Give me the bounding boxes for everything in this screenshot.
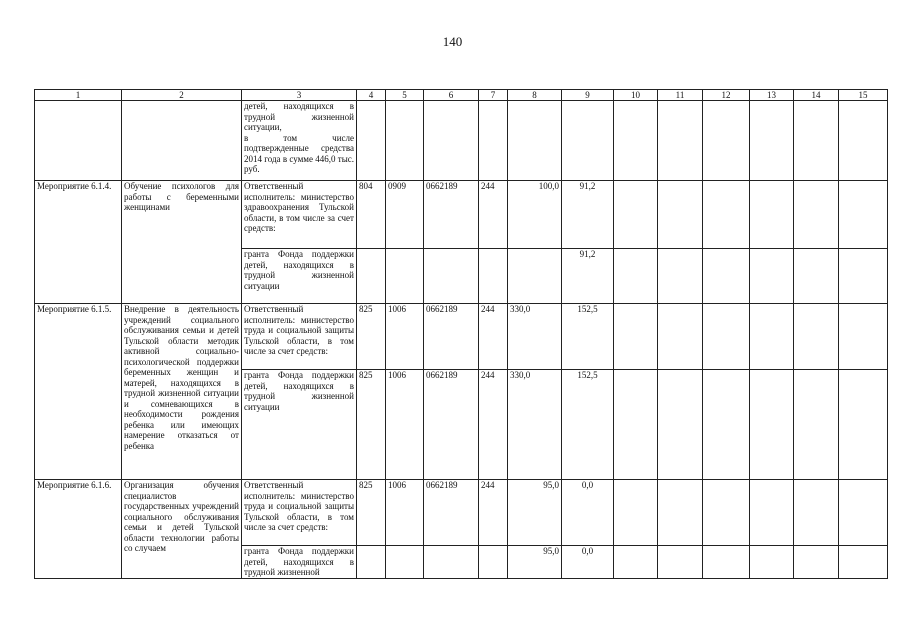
empty-cell [703, 101, 750, 181]
empty-cell [703, 181, 750, 249]
executor-cell: Ответственный исполнитель: министерство здравоохранения Тульской области, в том числе за счет средств: [242, 181, 357, 249]
value-cell: 152,5 [562, 370, 614, 480]
executor-cell: гранта Фонда поддержки детей, находящихся в трудной жизненной ситуации [242, 370, 357, 480]
value-cell [386, 546, 424, 579]
activity-cell [35, 101, 122, 181]
value-cell [562, 101, 614, 181]
empty-cell [703, 480, 750, 546]
value-cell: 91,2 [562, 181, 614, 249]
value-cell: 330,0 [508, 304, 562, 370]
executor-cell: гранта Фонда поддержки детей, находящихся в трудной жизненной [242, 546, 357, 579]
empty-cell [750, 249, 794, 304]
empty-cell [703, 546, 750, 579]
empty-cell [614, 181, 658, 249]
value-cell: 0662189 [424, 304, 479, 370]
value-cell [424, 101, 479, 181]
header-cell: 8 [508, 90, 562, 101]
header-cell: 15 [839, 90, 888, 101]
empty-cell [658, 304, 703, 370]
value-cell: 100,0 [508, 181, 562, 249]
empty-cell [794, 480, 839, 546]
empty-cell [839, 480, 888, 546]
value-cell: 0,0 [562, 480, 614, 546]
empty-cell [839, 101, 888, 181]
empty-cell [750, 304, 794, 370]
value-cell [386, 249, 424, 304]
header-cell: 3 [242, 90, 357, 101]
empty-cell [658, 181, 703, 249]
empty-cell [794, 181, 839, 249]
value-cell: 0662189 [424, 480, 479, 546]
table-row [35, 101, 888, 181]
empty-cell [614, 101, 658, 181]
value-cell [508, 101, 562, 181]
header-cell: 9 [562, 90, 614, 101]
value-cell: 95,0 [508, 480, 562, 546]
header-cell: 12 [703, 90, 750, 101]
value-cell [508, 249, 562, 304]
empty-cell [703, 249, 750, 304]
header-cell: 4 [357, 90, 386, 101]
empty-cell [703, 370, 750, 480]
header-row [35, 90, 888, 101]
empty-cell [658, 370, 703, 480]
empty-cell [614, 370, 658, 480]
budget-table [34, 89, 888, 579]
empty-cell [658, 101, 703, 181]
empty-cell [794, 304, 839, 370]
executor-cell: детей, находящихся в трудной жизненной ситуации, в том числе подтвержденные средства 2014 года в сумме 446,0 тыс. руб. [242, 101, 357, 181]
header-cell: 1 [35, 90, 122, 101]
header-cell: 13 [750, 90, 794, 101]
value-cell [479, 546, 508, 579]
value-cell: 825 [357, 304, 386, 370]
executor-cell: гранта Фонда поддержки детей, находящихся в трудной жизненной ситуации [242, 249, 357, 304]
page-number: 140 [442, 34, 463, 49]
executor-cell: Ответственный исполнитель: министерство труда и социальной защиты Тульской области, в том числе за счет средств: [242, 304, 357, 370]
value-cell: 244 [479, 181, 508, 249]
empty-cell [839, 249, 888, 304]
description-cell [122, 101, 242, 181]
empty-cell [614, 304, 658, 370]
description-cell: Организация обучения специалистов государственных учреждений социального обслуживания семьи и детей Тульской области технологии работы со случаем [122, 480, 242, 579]
value-cell: 825 [357, 370, 386, 480]
empty-cell [750, 370, 794, 480]
empty-cell [794, 546, 839, 579]
activity-cell: Мероприятие 6.1.6. [35, 480, 122, 579]
value-cell [424, 249, 479, 304]
value-cell [424, 546, 479, 579]
value-cell: 244 [479, 370, 508, 480]
value-cell [386, 101, 424, 181]
value-cell [479, 101, 508, 181]
value-cell [479, 249, 508, 304]
empty-cell [839, 304, 888, 370]
empty-cell [750, 181, 794, 249]
empty-cell [703, 304, 750, 370]
header-cell: 5 [386, 90, 424, 101]
header-cell: 10 [614, 90, 658, 101]
value-cell: 804 [357, 181, 386, 249]
value-cell: 1006 [386, 304, 424, 370]
value-cell: 0662189 [424, 370, 479, 480]
empty-cell [750, 480, 794, 546]
empty-cell [794, 101, 839, 181]
empty-cell [614, 249, 658, 304]
value-cell: 0,0 [562, 546, 614, 579]
value-cell: 0909 [386, 181, 424, 249]
table-row [35, 181, 888, 249]
value-cell: 95,0 [508, 546, 562, 579]
header-cell: 11 [658, 90, 703, 101]
value-cell: 244 [479, 480, 508, 546]
table-row [35, 480, 888, 546]
value-cell: 91,2 [562, 249, 614, 304]
value-cell: 825 [357, 480, 386, 546]
empty-cell [750, 546, 794, 579]
value-cell [357, 249, 386, 304]
header-cell: 6 [424, 90, 479, 101]
value-cell [357, 101, 386, 181]
empty-cell [794, 249, 839, 304]
value-cell: 0662189 [424, 181, 479, 249]
empty-cell [658, 249, 703, 304]
table-row [35, 304, 888, 370]
value-cell: 1006 [386, 480, 424, 546]
empty-cell [658, 480, 703, 546]
empty-cell [839, 370, 888, 480]
activity-cell: Мероприятие 6.1.5. [35, 304, 122, 480]
executor-cell: Ответственный исполнитель: министерство труда и социальной защиты Тульской области, в том числе за счет средств: [242, 480, 357, 546]
empty-cell [614, 480, 658, 546]
activity-cell: Мероприятие 6.1.4. [35, 181, 122, 304]
value-cell: 1006 [386, 370, 424, 480]
value-cell: 152,5 [562, 304, 614, 370]
description-cell: Обучение психологов для работы с беременными женщинами [122, 181, 242, 304]
header-cell: 14 [794, 90, 839, 101]
header-cell: 2 [122, 90, 242, 101]
empty-cell [794, 370, 839, 480]
header-cell: 7 [479, 90, 508, 101]
empty-cell [839, 181, 888, 249]
value-cell [357, 546, 386, 579]
empty-cell [750, 101, 794, 181]
empty-cell [839, 546, 888, 579]
empty-cell [658, 546, 703, 579]
description-cell: Внедрение в деятельность учреждений социального обслуживания семьи и детей Тульской области методик активной социально-психологической поддержки беременных женщин и матерей, находящихся в трудной жизненной ситуации и сомневающихся в необходимости рождения ребенка или имеющих намерение отказаться от ребенка [122, 304, 242, 480]
value-cell: 330,0 [508, 370, 562, 480]
empty-cell [614, 546, 658, 579]
value-cell: 244 [479, 304, 508, 370]
